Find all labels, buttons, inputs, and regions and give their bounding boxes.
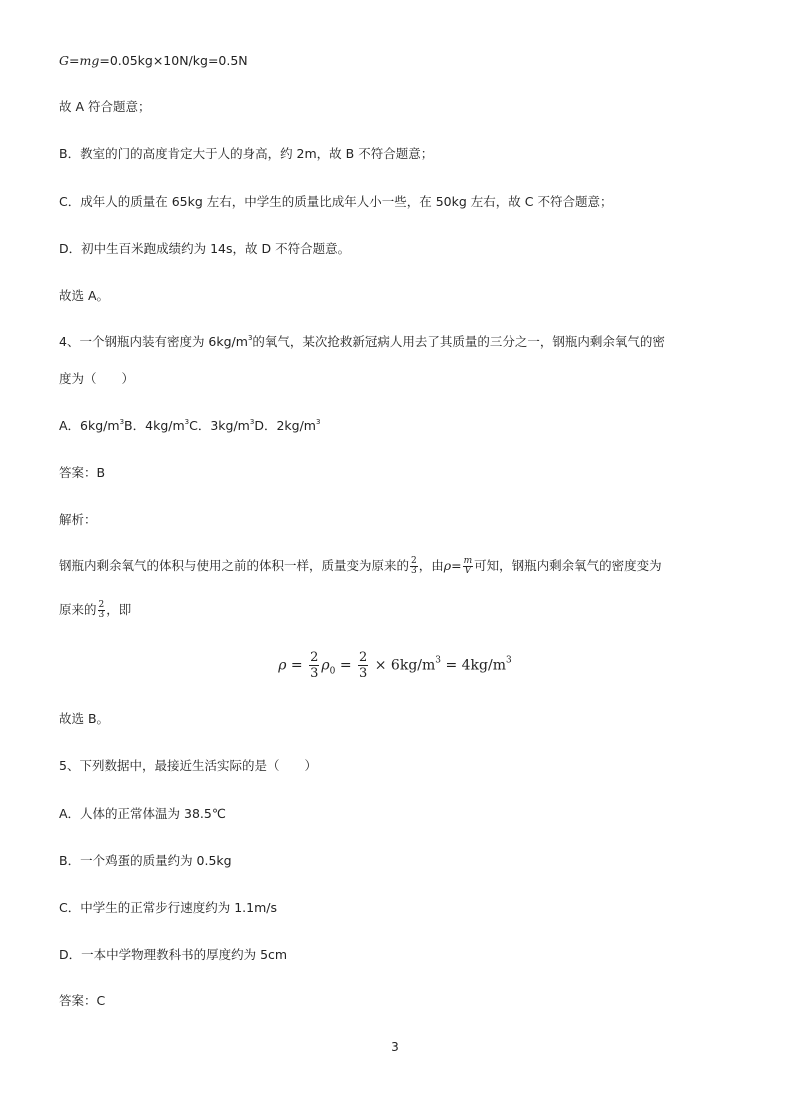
formula-line [59, 52, 248, 70]
analysis-label: 解析： [59, 512, 97, 527]
explanation-line2 [59, 601, 131, 620]
question-5-option-a: A．人体的正常体温为 38.5℃ [59, 806, 226, 821]
eq-sup-2: 3 [506, 655, 512, 666]
question-4-line1 [59, 333, 665, 351]
page-number: 3 [391, 1040, 399, 1054]
symbol-mg: mg [79, 53, 100, 68]
option-a-sup: 3 [119, 418, 125, 426]
question-4-line2: 度为（ ） [59, 371, 135, 386]
fraction-two-thirds-2: $\frac{2}{3}$ [98, 600, 105, 620]
explain-option-b: B．教室的门的高度肯定大于人的身高，约 2m，故 B 不符合题意； [59, 146, 434, 161]
eq-fraction-2: $\frac{2}{3}$ [359, 650, 368, 681]
exp1-text-2: ，由 [418, 558, 444, 573]
answer-5: 答案：C [59, 993, 106, 1008]
fraction-m-over-v: $\frac{m}{V}$ [463, 556, 473, 576]
eq-equals: = [335, 657, 357, 674]
question-5: 5、下列数据中，最接近生活实际的是（ ） [59, 758, 317, 773]
eq-times: × 6kg/m [370, 657, 436, 674]
question-5-option-d: D．一本中学物理教科书的厚度约为 5cm [59, 947, 288, 962]
answer-select-b: 故选 B。 [59, 711, 110, 726]
eq-subscript-0: 0 [329, 666, 336, 677]
exp2-text-1: 原来的 [59, 602, 97, 617]
question-4-options [59, 417, 320, 435]
explain-option-d: D．初中生百米跑成绩约为 14s，故 D 不符合题意。 [59, 241, 351, 256]
exp2-text-2: ，即 [106, 602, 132, 617]
fraction-two-thirds: $\frac{2}{3}$ [411, 556, 417, 576]
eq-rho: ρ = [278, 657, 308, 674]
answer-4: 答案：B [59, 465, 106, 480]
option-a: A．6kg/m [59, 418, 120, 433]
option-c-sup: 3 [249, 418, 255, 426]
symbol-g: G [59, 53, 69, 68]
explain-option-c: C．成年人的质量在 65kg 左右，中学生的质量比成年人小一些，在 50kg 左右，故 C 不符合题意； [59, 194, 613, 209]
formula-result: =0.05kg×10N/kg=0.5N [99, 53, 248, 68]
density-equation [0, 650, 790, 681]
eq-fraction-1: $\frac{2}{3}$ [310, 650, 319, 681]
equals-sign: = [69, 53, 80, 68]
exp1-text-1: 钢瓶内剩余氧气的体积与使用之前的体积一样，质量变为原来的 [59, 558, 410, 573]
explanation-line1 [59, 557, 662, 576]
option-d-sup: 3 [315, 418, 321, 426]
option-b: B．4kg/m [124, 418, 185, 433]
q4-text-1: 4、一个钢瓶内装有密度为 6kg/m [59, 334, 248, 349]
eq-sup-1: 3 [435, 655, 442, 666]
q4-superscript: 3 [247, 334, 253, 342]
q4-text-2: 的氧气，某次抢救新冠病人用去了其质量的三分之一，钢瓶内剩余氧气的密 [252, 334, 665, 349]
answer-select-a: 故选 A。 [59, 288, 110, 303]
exp1-text-3: 可知，钢瓶内剩余氧气的密度变为 [474, 558, 662, 573]
option-b-sup: 3 [184, 418, 190, 426]
option-c: C．3kg/m [189, 418, 250, 433]
option-d: D．2kg/m [254, 418, 316, 433]
question-5-option-b: B．一个鸡蛋的质量约为 0.5kg [59, 853, 232, 868]
eq-rho0: ρ [321, 657, 330, 674]
rho-equals: ρ= [443, 558, 462, 573]
question-5-option-c: C．中学生的正常步行速度约为 1.1m/s [59, 900, 277, 915]
conclusion-a: 故 A 符合题意； [59, 99, 151, 114]
eq-result: = 4kg/m [441, 657, 506, 674]
